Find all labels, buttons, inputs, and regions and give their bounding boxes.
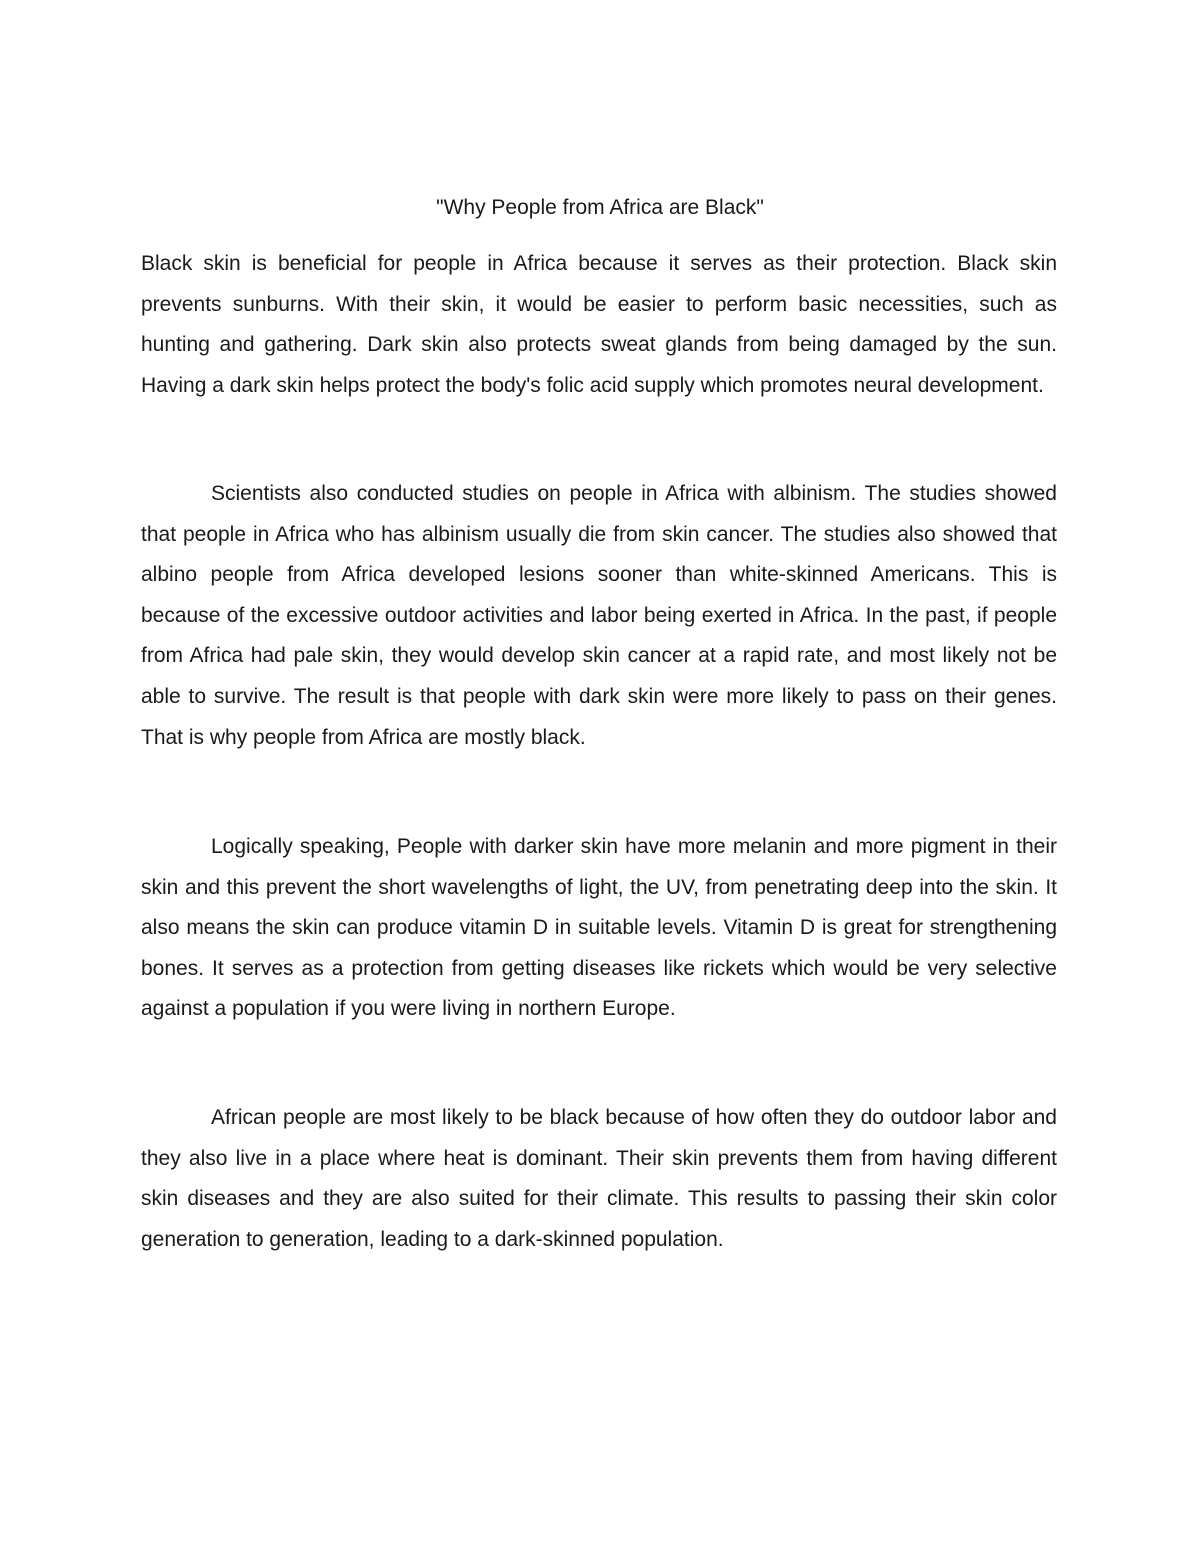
document-title: "Why People from Africa are Black" [436,196,764,219]
paragraph-4: African people are most likely to be black because of how often they do outdoor labor and they also live in a place where heat is dominant. Their skin prevents them from having different skin diseases and they are also suited for their climate. This results to passing their skin color generation to generation, leading to a dark-skinned population. [141,1106,1057,1251]
paragraph-2: Scientists also conducted studies on people in Africa with albinism. The studies showed that people in Africa who has albinism usually die from skin cancer. The studies also showed that albino people from Africa developed lesions sooner than white-skinned Americans. This is because of the excessive outdoor activities and labor being exerted in Africa. In the past, if people from Africa had pale skin, they would develop skin cancer at a rapid rate, and most likely not be able to survive. The result is that people with dark skin were more likely to pass on their genes. That is why people from Africa are mostly black. [141,482,1057,749]
paragraph-1: Black skin is beneficial for people in Africa because it serves as their protection. Black skin prevents sunburns. With their skin, it would be easier to perform basic necessities, such as hunting and gathering. Dark skin also protects sweat glands from being damaged by the sun. Having a dark skin helps protect the body's folic acid supply which promotes neural development. [141,252,1057,397]
paragraph-3: Logically speaking, People with darker skin have more melanin and more pigment in their skin and this prevent the short wavelengths of light, the UV, from penetrating deep into the skin. It also means the skin can produce vitamin D in suitable levels. Vitamin D is great for strengthening bones. It serves as a protection from getting diseases like rickets which would be very selective against a population if you were living in northern Europe. [141,835,1057,1021]
